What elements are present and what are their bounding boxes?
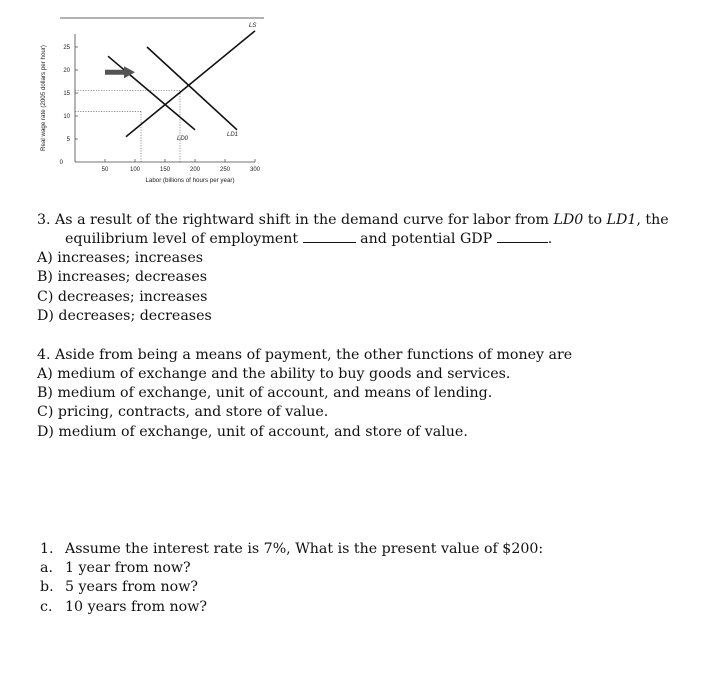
question-3-stem-b: to [583, 212, 607, 228]
x-tick-label: 100 [129, 167, 141, 173]
labor-market-chart [30, 12, 270, 194]
y-tick-label: 20 [63, 68, 70, 74]
y-tick-label: 25 [63, 45, 70, 51]
question-4-option-d: D) medium of exchange, unit of account, and store of value. [37, 424, 468, 440]
question-5-item-c: 10 years from now? [65, 599, 207, 615]
x-tick-label: 200 [189, 167, 201, 173]
question-5-item-c-letter: c. [40, 599, 53, 615]
x-tick-label: 150 [159, 167, 171, 173]
question-3-stem-d: equilibrium level of employment [65, 231, 303, 247]
question-5-stem: Assume the interest rate is 7%, What is the present value of $200: [65, 541, 544, 557]
x-axis-label: Labor (billions of hours per year) [145, 177, 235, 184]
question-5-item-a: 1 year from now? [65, 560, 191, 576]
series-line-ls [126, 31, 255, 137]
x-tick-label: 300 [249, 167, 261, 173]
gdp-blank [497, 230, 548, 243]
question-3-stem-e: and potential GDP [355, 231, 497, 247]
y-tick-label: 10 [63, 114, 70, 120]
series-label-ld1: LD1 [227, 131, 239, 138]
series-line-ld0 [108, 56, 195, 130]
question-4-stem: 4. Aside from being a means of payment, the other functions of money are [37, 347, 573, 363]
ld0-label: LD0 [553, 212, 584, 228]
question-3-option-d: D) decreases; decreases [37, 308, 212, 324]
y-axis-label: Real wage rate (2005 dollars per hour) [40, 45, 47, 151]
question-3-stem-c: , the [636, 212, 669, 228]
series-label-ld0: LD0 [177, 135, 189, 142]
question-4-option-c: C) pricing, contracts, and store of value. [37, 404, 329, 420]
y-tick-label: 5 [66, 137, 70, 143]
question-5-item-b-letter: b. [40, 579, 54, 595]
shift-arrow-head [124, 66, 135, 78]
question-3-line2 [65, 230, 552, 249]
series-line-ld1 [147, 47, 237, 130]
question-3-option-a: A) increases; increases [37, 250, 204, 266]
question-4-option-a: A) medium of exchange and the ability to buy goods and services. [37, 366, 511, 382]
ld1-label: LD1 [606, 212, 637, 228]
question-3-option-b: B) increases; decreases [37, 269, 207, 285]
question-5-item-b: 5 years from now? [65, 579, 198, 595]
question-3-stem-f: . [547, 231, 553, 247]
employment-blank [303, 230, 356, 243]
x-tick-label: 250 [219, 167, 231, 173]
question-3-stem-a: 3. As a result of the rightward shift in the demand curve for labor from [37, 212, 554, 228]
question-5-item-a-letter: a. [40, 560, 53, 576]
origin-label: 0 [59, 160, 63, 166]
question-4-option-b: B) medium of exchange, unit of account, and means of lending. [37, 385, 493, 401]
question-3-option-c: C) decreases; increases [37, 289, 208, 305]
x-tick-label: 50 [101, 167, 109, 173]
series-label-ls: LS [249, 22, 257, 29]
question-5-number: 1. [40, 541, 54, 557]
y-tick-label: 15 [63, 91, 70, 97]
question-3-line1 [37, 211, 669, 230]
